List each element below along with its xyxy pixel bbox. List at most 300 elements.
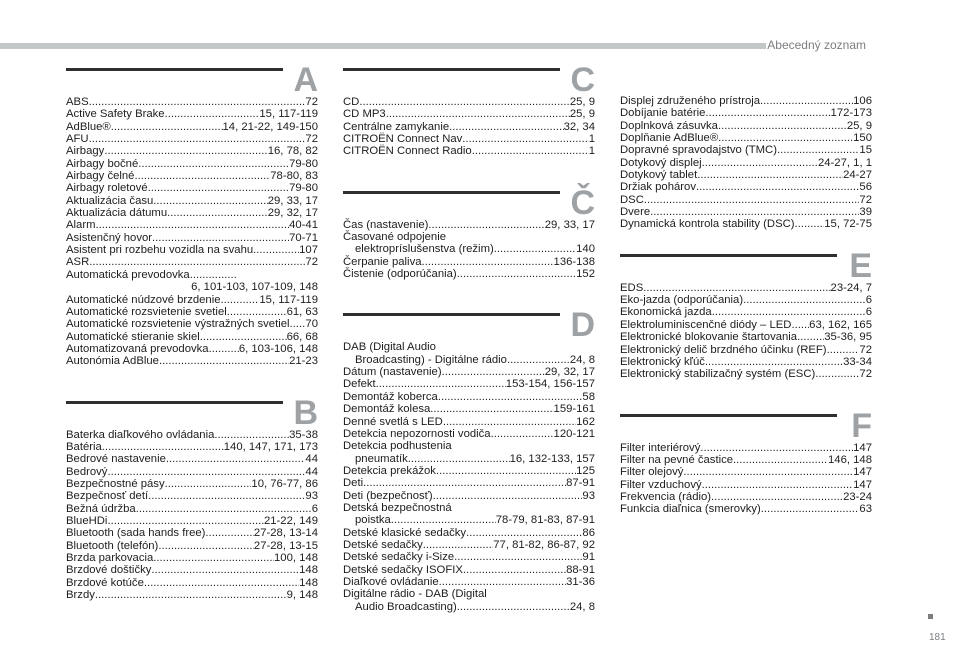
entry-label: Digitálne rádio - DAB (Digital	[343, 588, 487, 601]
entry-pages: 70-71	[289, 231, 318, 244]
section-letter: A	[293, 61, 318, 99]
index-entry	[343, 133, 595, 145]
entry-leader	[166, 453, 306, 465]
entry-pages: 93	[305, 490, 318, 503]
entry-label: AFU	[66, 133, 89, 146]
entry-label: Bežná údržba	[66, 502, 136, 515]
entry-label: Detské sedačky	[343, 538, 423, 551]
index-entry	[66, 133, 318, 145]
index-entry	[66, 306, 318, 318]
index-entry	[66, 318, 318, 330]
entry-list	[343, 96, 595, 158]
entry-label: CITROËN Connect Nav	[343, 133, 463, 146]
entry-label: Active Safety Brake	[66, 108, 165, 121]
entry-pages: 32, 34	[563, 120, 595, 133]
entry-pages: 44	[305, 453, 318, 466]
entry-label: Displej združeného prístroja	[620, 95, 761, 107]
index-entry	[343, 145, 595, 157]
entry-leader	[134, 170, 270, 182]
index-entry	[620, 466, 872, 478]
entry-label: Defekt	[343, 378, 376, 391]
entry-pages: 140, 147, 171, 173	[223, 440, 318, 453]
entry-label: Batéria	[66, 440, 102, 453]
index-entry	[66, 515, 318, 527]
entry-leader	[436, 465, 576, 477]
entry-list	[620, 442, 872, 516]
entry-pages: 24, 8	[569, 600, 595, 613]
entry-leader	[743, 294, 866, 306]
section-divider	[620, 254, 837, 257]
index-entry	[343, 490, 595, 502]
index-entry	[620, 107, 872, 119]
entry-leader	[439, 576, 566, 588]
entry-leader	[466, 527, 582, 539]
entry-label: Brzdy	[66, 589, 95, 602]
section-letter: E	[849, 246, 872, 285]
entry-label: Detská bezpečnostná	[343, 501, 452, 514]
index-entry	[66, 441, 318, 453]
entry-pages: 29, 32, 17	[544, 366, 595, 379]
index-entry	[620, 479, 872, 491]
entry-leader	[733, 454, 828, 466]
entry-pages: 72	[859, 343, 872, 356]
index-entry	[620, 206, 872, 218]
entry-leader	[96, 219, 290, 231]
entry-leader	[200, 331, 287, 343]
entry-label: Čas (nastavenie)	[343, 218, 429, 231]
entry-leader	[760, 95, 853, 107]
entry-leader	[712, 306, 866, 318]
entry-sublabel: pneumatík	[355, 452, 408, 465]
entry-label: Automatické rozsvietenie svetiel	[66, 305, 227, 318]
entry-label: Asistent pri rozbehu vozidla na svahu	[66, 244, 254, 257]
entry-label: Alarm	[66, 219, 96, 232]
entry-pages: 86	[582, 526, 595, 539]
entry-pages: 77, 81-82, 86-87, 92	[493, 538, 595, 551]
index-entry	[343, 268, 595, 280]
entry-pages: 79-80	[289, 157, 318, 170]
entry-pages: 31-36	[566, 575, 595, 588]
entry-pages: 78-80, 83	[270, 170, 318, 183]
entry-pages: 72	[859, 193, 872, 206]
entry-pages: 29, 32, 17	[267, 207, 318, 220]
entry-leader	[795, 218, 825, 230]
index-entry	[66, 269, 318, 294]
entry-leader	[428, 219, 544, 231]
entry-leader	[107, 466, 305, 478]
entry-label: AdBlue®	[66, 120, 111, 133]
entry-leader	[290, 318, 306, 330]
entry-label: Doplnková zásuvka	[620, 119, 718, 132]
entry-label: Airbagy	[66, 145, 105, 158]
entry-leader	[827, 344, 860, 356]
section-letter: B	[293, 393, 318, 432]
entry-label: Detekcia podhustenia	[343, 440, 452, 453]
index-entry	[343, 391, 595, 403]
entry-pages: 91	[582, 551, 595, 564]
index-entry	[66, 343, 318, 355]
index-entry	[343, 219, 595, 231]
entry-label: Detekcia prekážok	[343, 464, 436, 477]
entry-pages: 27-28, 13-15	[253, 539, 318, 552]
entry-leader	[791, 319, 809, 331]
entry-leader	[454, 551, 582, 563]
index-entry	[620, 294, 872, 306]
entry-label: Detekcia nepozornosti vodiča	[343, 427, 491, 440]
entry-label: CD	[343, 96, 360, 108]
index-entry	[343, 231, 595, 256]
index-entry	[66, 503, 318, 515]
entry-label: Čistenie (odporúčania)	[343, 268, 457, 281]
index-entry	[343, 588, 595, 613]
section-divider	[343, 68, 560, 71]
entry-pages: 107	[299, 244, 318, 257]
index-entry	[620, 356, 872, 368]
entry-pages: 15, 117-119	[259, 108, 318, 121]
entry-leader	[167, 207, 268, 219]
entry-label: DAB (Digital Audio	[343, 341, 436, 354]
entry-label: Detské sedačky i-Size	[343, 551, 455, 564]
section-header	[343, 306, 595, 345]
section-header	[343, 61, 595, 99]
entry-label: Filter na pevné častice	[620, 453, 734, 466]
entry-label: Demontáž kolesa	[343, 403, 431, 416]
entry-label: CITROËN Connect Radio	[343, 145, 472, 158]
entry-label: Asistenčný hovor	[66, 231, 153, 244]
entry-leader	[136, 503, 312, 515]
section-divider	[66, 68, 283, 71]
entry-pages: 100, 148	[274, 552, 318, 564]
index-entry	[620, 120, 872, 132]
entry-leader	[153, 552, 274, 564]
entry-list	[66, 96, 318, 368]
entry-pages: 14, 21-22, 149-150	[222, 120, 318, 133]
index-entry	[620, 95, 872, 107]
entry-label: Bluetooth (sada hands free)	[66, 527, 206, 540]
index-entry	[343, 551, 595, 563]
entry-pages: 6	[865, 306, 872, 319]
index-entry	[343, 576, 595, 588]
entry-pages: 10, 76-77, 86	[251, 477, 318, 490]
index-section-d-cont	[620, 95, 872, 231]
index-entry	[343, 539, 595, 551]
entry-leader	[702, 479, 854, 491]
index-entry	[66, 478, 318, 490]
entry-leader	[644, 194, 860, 206]
entry-leader	[159, 355, 289, 367]
entry-leader	[111, 121, 223, 133]
entry-label: Filter vzduchový	[620, 478, 702, 491]
entry-leader	[507, 354, 570, 366]
index-entry	[66, 170, 318, 182]
entry-label: Elektronický delič brzdného účinku (REF)	[620, 343, 827, 356]
page-number: 181	[929, 632, 946, 643]
entry-list	[620, 95, 872, 231]
entry-label: Automatické núdzové brzdenie	[66, 293, 221, 306]
entry-pages: 6	[311, 502, 318, 515]
index-entry	[66, 121, 318, 133]
entry-pages: 15, 72-75	[824, 218, 872, 231]
entry-leader	[205, 527, 254, 539]
entry-label: Deti	[343, 477, 364, 490]
entry-label: Elektronický stabilizačný systém (ESC)	[620, 368, 816, 381]
entry-leader	[391, 514, 496, 526]
entry-label: Bedrové nastavenie	[66, 453, 166, 466]
entry-pages: 147	[853, 441, 872, 454]
entry-pages: 23-24	[843, 490, 872, 503]
entry-label: Časované odpojenie	[343, 231, 447, 244]
entry-label: Dátum (nastavenie)	[343, 366, 442, 379]
entry-pages: 23-24, 7	[830, 281, 872, 294]
entry-label: Detské klasické sedačky	[343, 526, 467, 539]
entry-leader	[95, 589, 287, 601]
index-entry	[620, 144, 872, 156]
entry-pages: 136-138	[553, 255, 595, 268]
entry-leader	[472, 145, 589, 157]
entry-label: EDS	[620, 281, 644, 294]
entry-label: Ekonomická jazda	[620, 306, 712, 319]
entry-label: Airbagy roletové	[66, 182, 148, 195]
index-entry	[620, 491, 872, 503]
entry-label: DSC	[620, 193, 644, 206]
entry-leader	[700, 442, 853, 454]
entry-leader	[696, 181, 859, 193]
entry-label: Dynamická kontrola stability (DSC)	[620, 218, 795, 231]
index-entry	[66, 244, 318, 256]
entry-pages: 25, 9	[569, 96, 595, 108]
entry-pages: 9, 148	[286, 589, 318, 602]
entry-leader	[683, 466, 853, 478]
index-entry	[66, 108, 318, 120]
entry-label: Brzdové doštičky	[66, 564, 152, 577]
entry-leader	[102, 441, 224, 453]
index-entry	[66, 96, 318, 108]
entry-pages: 29, 33, 17	[267, 194, 318, 207]
section-letter: C	[570, 61, 595, 99]
entry-label: Dotykový tablet	[620, 169, 698, 182]
entry-leader	[711, 491, 843, 503]
index-entry	[66, 552, 318, 564]
entry-label: Aktualizácia dátumu	[66, 207, 168, 220]
entry-leader	[359, 96, 570, 108]
index-entry	[620, 368, 872, 380]
entry-label: Frekvencia (rádio)	[620, 490, 712, 503]
entry-leader	[697, 169, 843, 181]
index-entry	[343, 96, 595, 108]
section-header	[620, 406, 872, 445]
entry-leader	[153, 195, 267, 207]
index-entry	[66, 232, 318, 244]
entry-pages: 61, 63	[286, 305, 318, 318]
entry-label: Funkcia diaľnica (smerovky)	[620, 503, 761, 516]
index-entry	[620, 442, 872, 454]
entry-pages: 6	[865, 294, 872, 307]
entry-leader	[797, 331, 824, 343]
index-entry	[66, 182, 318, 194]
index-entry	[66, 564, 318, 576]
index-entry	[620, 194, 872, 206]
entry-label: Eko-jazda (odporúčania)	[620, 294, 744, 307]
entry-pages: 63, 162, 165	[809, 318, 872, 331]
entry-leader	[777, 144, 859, 156]
index-entry	[66, 589, 318, 601]
entry-label: Airbagy čelné	[66, 170, 135, 183]
entry-label: Demontáž koberca	[343, 390, 438, 403]
entry-pages: 66, 68	[286, 330, 318, 343]
entry-pages: 39	[859, 206, 872, 219]
entry-pages: 88-91	[566, 563, 595, 576]
index-entry	[343, 341, 595, 366]
entry-label: ASR	[66, 256, 90, 269]
entry-pages: 162	[576, 415, 595, 428]
entry-leader	[422, 256, 554, 268]
index-entry	[343, 428, 595, 440]
section-header	[66, 61, 318, 99]
entry-leader	[702, 157, 818, 169]
index-entry	[343, 564, 595, 576]
section-header	[343, 183, 595, 222]
entry-label: Bluetooth (telefón)	[66, 539, 159, 552]
index-entry	[66, 577, 318, 589]
entry-pages: 120-121	[553, 427, 595, 440]
entry-pages: 140	[576, 243, 595, 256]
entry-pages: 25, 9	[846, 119, 872, 132]
entry-pages: 172-173	[830, 107, 872, 120]
entry-pages: 70	[305, 318, 318, 331]
index-entry	[620, 169, 872, 181]
entry-pages: 21-23	[289, 355, 318, 368]
entry-label: Brzda parkovacia	[66, 552, 154, 564]
entry-list	[620, 282, 872, 381]
entry-pages: 6, 103-106, 148	[238, 342, 318, 355]
index-entry	[66, 158, 318, 170]
entry-pages: 35-38	[289, 428, 318, 441]
entry-label: Dvere	[620, 206, 651, 219]
index-entry	[66, 466, 318, 478]
entry-sublabel: poistka	[355, 514, 391, 527]
entry-label: Elektronické blokovanie štartovania	[620, 331, 798, 344]
index-entry	[66, 256, 318, 268]
index-entry	[66, 429, 318, 441]
entry-label: Automatické rozsvietenie výstražných svetiel	[66, 318, 290, 331]
index-entry	[343, 477, 595, 489]
entry-leader	[144, 577, 299, 589]
index-entry	[620, 503, 872, 515]
entry-pages: 150	[853, 132, 872, 145]
entry-leader	[718, 120, 847, 132]
entry-leader	[376, 378, 506, 390]
index-entry	[66, 355, 318, 367]
entry-leader	[457, 268, 576, 280]
section-header	[66, 393, 318, 432]
index-entry	[66, 207, 318, 219]
index-column-3	[620, 95, 872, 516]
entry-sublabel: elektropríslušenstva (režim)	[355, 243, 494, 256]
entry-label: Centrálne zamykanie	[343, 120, 450, 133]
entry-pages: 72	[305, 256, 318, 269]
entry-pages: 159-161	[553, 403, 595, 416]
entry-label: Filter interiérový	[620, 441, 701, 454]
entry-leader	[718, 132, 853, 144]
entry-label: Bezpečnostné pásy	[66, 477, 165, 490]
entry-pages: 147	[853, 466, 872, 479]
entry-label: Dobíjanie batérie	[620, 107, 706, 120]
entry-leader	[148, 490, 305, 502]
entry-pages: 21-22, 149	[263, 514, 318, 527]
entry-label: ABS	[66, 96, 89, 108]
entry-leader	[220, 294, 259, 306]
index-entry	[343, 416, 595, 428]
index-section-d	[343, 307, 595, 613]
index-section-c-caron	[343, 185, 595, 281]
section-divider	[620, 414, 837, 417]
entry-leader	[438, 391, 583, 403]
entry-pages: 93	[582, 489, 595, 502]
entry-leader	[165, 108, 260, 120]
entry-label: Autonómia AdBlue	[66, 355, 159, 368]
entry-leader	[148, 182, 289, 194]
index-entry	[343, 378, 595, 390]
entry-leader	[462, 133, 588, 145]
entry-pages: 152	[576, 268, 595, 281]
index-entry	[66, 219, 318, 231]
entry-pages: 33-34	[843, 355, 872, 368]
index-entry	[620, 331, 872, 343]
entry-pages: 58	[582, 390, 595, 403]
entry-label: Detské sedačky ISOFIX	[343, 563, 463, 576]
entry-label: Automatické stieranie skiel	[66, 330, 200, 343]
entry-leader	[408, 453, 510, 465]
index-entry	[620, 306, 872, 318]
entry-pages: 125	[576, 464, 595, 477]
entry-pages: 147	[853, 478, 872, 491]
entry-pages: 24-27, 1, 1	[817, 156, 872, 169]
section-header	[620, 246, 872, 285]
entry-leader	[449, 121, 563, 133]
entry-pages: 72	[305, 133, 318, 146]
index-section-b	[66, 395, 318, 602]
entry-pages: 148	[299, 576, 318, 589]
entry-pages: 1	[588, 133, 595, 146]
entry-leader	[165, 478, 252, 490]
entry-pages: 6, 101-103, 107-109, 148	[191, 281, 318, 294]
entry-label: Elektroluminiscenčné diódy – LED	[620, 318, 792, 331]
entry-leader	[491, 428, 554, 440]
index-entry	[66, 453, 318, 465]
index-entry	[620, 157, 872, 169]
entry-leader	[705, 107, 830, 119]
section-divider	[343, 191, 560, 194]
entry-leader	[89, 133, 306, 145]
index-column-2	[343, 62, 595, 613]
entry-leader	[442, 366, 545, 378]
header-bar	[0, 43, 766, 49]
entry-leader	[423, 539, 494, 551]
entry-leader	[89, 96, 306, 108]
index-entry	[66, 490, 318, 502]
entry-leader	[107, 515, 264, 527]
entry-leader	[89, 256, 305, 268]
entry-pages: 148	[299, 564, 318, 577]
entry-leader	[643, 282, 830, 294]
entry-pages: 106	[853, 95, 872, 107]
entry-pages: 79-80	[289, 182, 318, 195]
entry-leader	[386, 108, 570, 120]
entry-label: Filter olejový	[620, 466, 684, 479]
entry-label: Držiak pohárov	[620, 181, 696, 194]
entry-pages: 27-28, 13-14	[253, 527, 318, 540]
entry-pages: 72	[859, 368, 872, 381]
